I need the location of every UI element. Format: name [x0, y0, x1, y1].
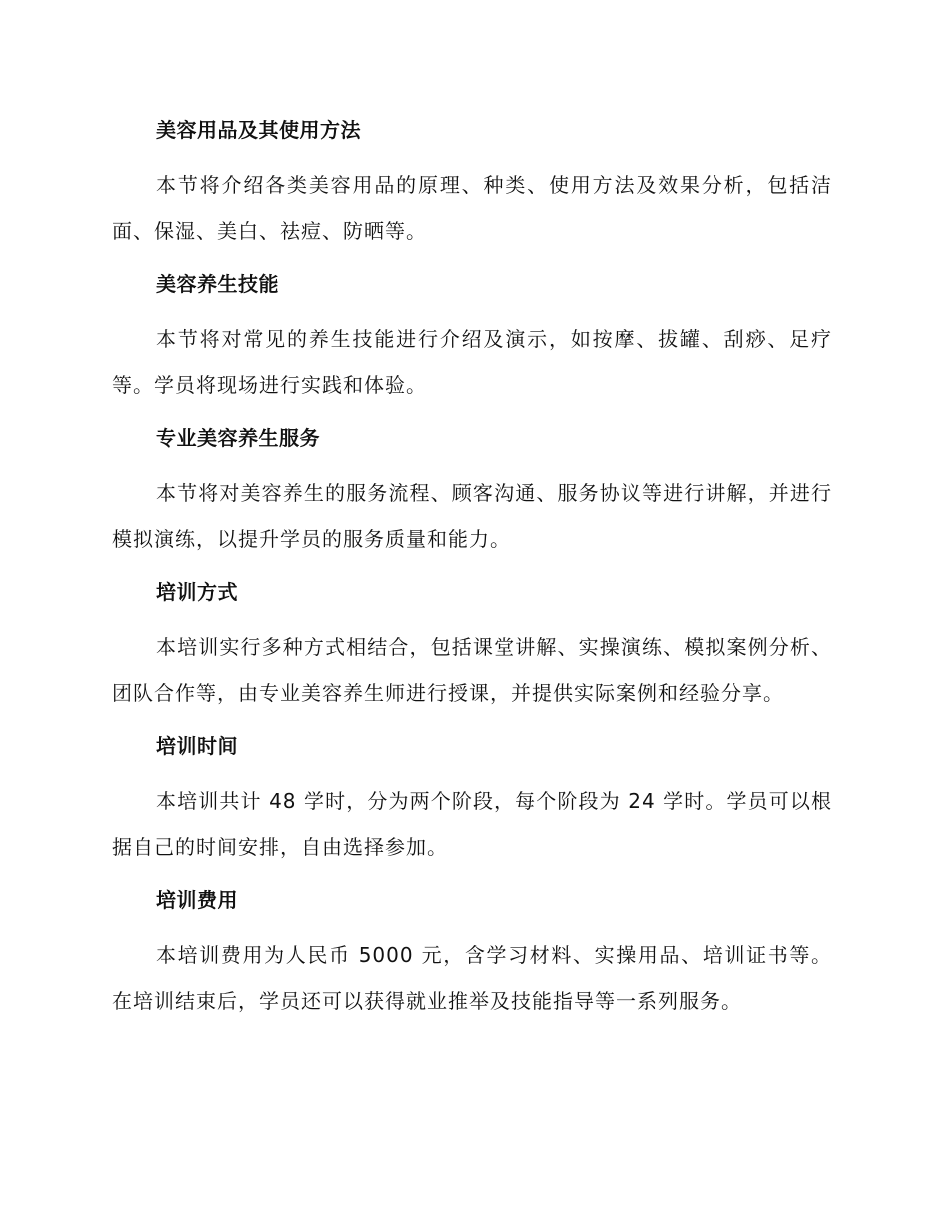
section-body: 本节将对美容养生的服务流程、顾客沟通、服务协议等进行讲解，并进行模拟演练，以提升学员的服务质量和能力。	[112, 481, 832, 551]
section-body: 本节将对常见的养生技能进行介绍及演示，如按摩、拔罐、刮痧、足疗等。学员将现场进行实践和体验。	[112, 327, 832, 397]
section-training-time	[112, 730, 832, 870]
section-heading: 培训时间	[156, 734, 238, 758]
section-skills	[112, 268, 832, 408]
section-training-method	[112, 576, 832, 716]
section-heading: 美容养生技能	[156, 272, 279, 296]
section-body: 本培训费用为人民币 5000 元，含学习材料、实操用品、培训证书等。在培训结束后，学员还可以获得就业推举及技能指导等一系列服务。	[112, 943, 832, 1013]
section-heading: 培训方式	[156, 580, 238, 604]
section-body: 本培训共计 48 学时，分为两个阶段，每个阶段为 24 学时。学员可以根据自己的时间安排，自由选择参加。	[112, 789, 832, 859]
section-heading: 专业美容养生服务	[156, 426, 320, 450]
section-training-fee	[112, 884, 832, 1024]
document-page	[112, 114, 832, 1038]
section-heading: 培训费用	[156, 888, 238, 912]
section-body: 本培训实行多种方式相结合，包括课堂讲解、实操演练、模拟案例分析、团队合作等，由专业美容养生师进行授课，并提供实际案例和经验分享。	[112, 635, 832, 705]
section-products	[112, 114, 832, 254]
section-services	[112, 422, 832, 562]
section-body: 本节将介绍各类美容用品的原理、种类、使用方法及效果分析，包括洁面、保湿、美白、祛痘、防晒等。	[112, 173, 832, 243]
section-heading: 美容用品及其使用方法	[156, 118, 361, 142]
